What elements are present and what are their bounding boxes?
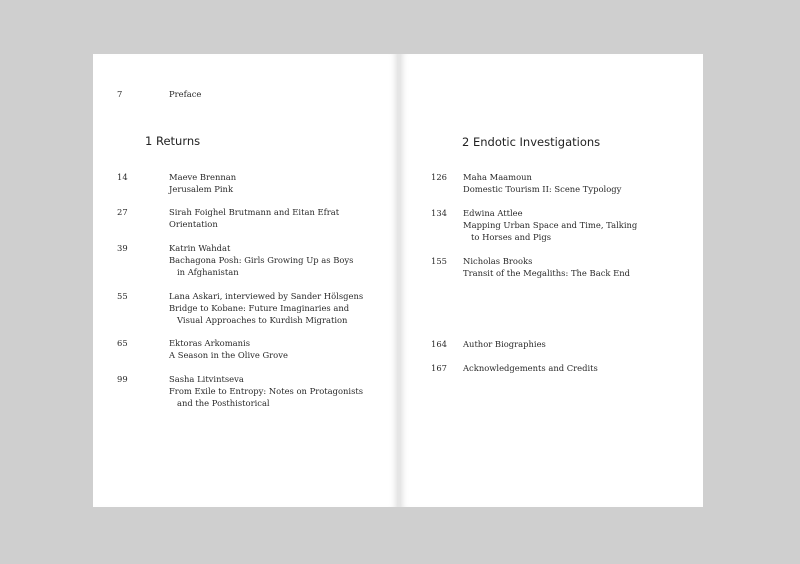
page-number: 155 xyxy=(431,256,447,266)
entry-title: Bachagona Posh: Girls Growing Up as Boys xyxy=(169,255,354,265)
page-number: 134 xyxy=(431,208,447,218)
entry-title-continued: and the Posthistorical xyxy=(177,398,270,408)
entry-title-continued: Visual Approaches to Kurdish Migration xyxy=(177,315,348,325)
entry-title: Transit of the Megaliths: The Back End xyxy=(463,268,630,278)
entry-title: Author Biographies xyxy=(463,339,546,349)
entry-title: Acknowledgements and Credits xyxy=(463,363,598,373)
page-number: 14 xyxy=(117,172,128,182)
entry-title: Orientation xyxy=(169,219,218,229)
entry-author: Maeve Brennan xyxy=(169,172,237,182)
page-number: 164 xyxy=(431,339,447,349)
page-number: 167 xyxy=(431,363,447,373)
entry-author: Nicholas Brooks xyxy=(463,256,533,266)
left-page xyxy=(93,54,397,507)
entry-title: Preface xyxy=(169,89,202,99)
page-number: 7 xyxy=(117,89,123,99)
page-number: 126 xyxy=(431,172,447,182)
entry-title-continued: to Horses and Pigs xyxy=(471,232,552,242)
page-number: 39 xyxy=(117,243,128,253)
entry-author: Sirah Foighel Brutmann and Eitan Efrat xyxy=(169,207,340,217)
entry-author: Katrin Wahdat xyxy=(169,243,231,253)
entry-author: Ektoras Arkomanis xyxy=(169,338,251,348)
entry-author: Sasha Litvintseva xyxy=(169,374,244,384)
entry-author: Maha Maamoun xyxy=(463,172,532,182)
page-number: 99 xyxy=(117,374,128,384)
entry-title: Bridge to Kobane: Future Imaginaries and xyxy=(169,303,350,313)
entry-title: Jerusalem Pink xyxy=(169,184,234,194)
entry-title: From Exile to Entropy: Notes on Protagonists xyxy=(169,386,364,396)
section-title-endotic-investigations: 2 Endotic Investigations xyxy=(462,135,601,149)
entry-author: Edwina Attlee xyxy=(463,208,523,218)
page-number: 65 xyxy=(117,338,128,348)
entry-title: Mapping Urban Space and Time, Talking xyxy=(463,220,638,230)
entry-author: Lana Askari, interviewed by Sander Hölsgens xyxy=(169,291,364,301)
page-number: 55 xyxy=(117,291,128,301)
entry-title: Domestic Tourism II: Scene Typology xyxy=(463,184,622,194)
section-title-returns: 1 Returns xyxy=(145,134,201,148)
page-number: 27 xyxy=(117,207,128,217)
entry-title: A Season in the Olive Grove xyxy=(169,350,288,360)
right-page xyxy=(401,54,703,507)
entry-title-continued: in Afghanistan xyxy=(177,267,239,277)
